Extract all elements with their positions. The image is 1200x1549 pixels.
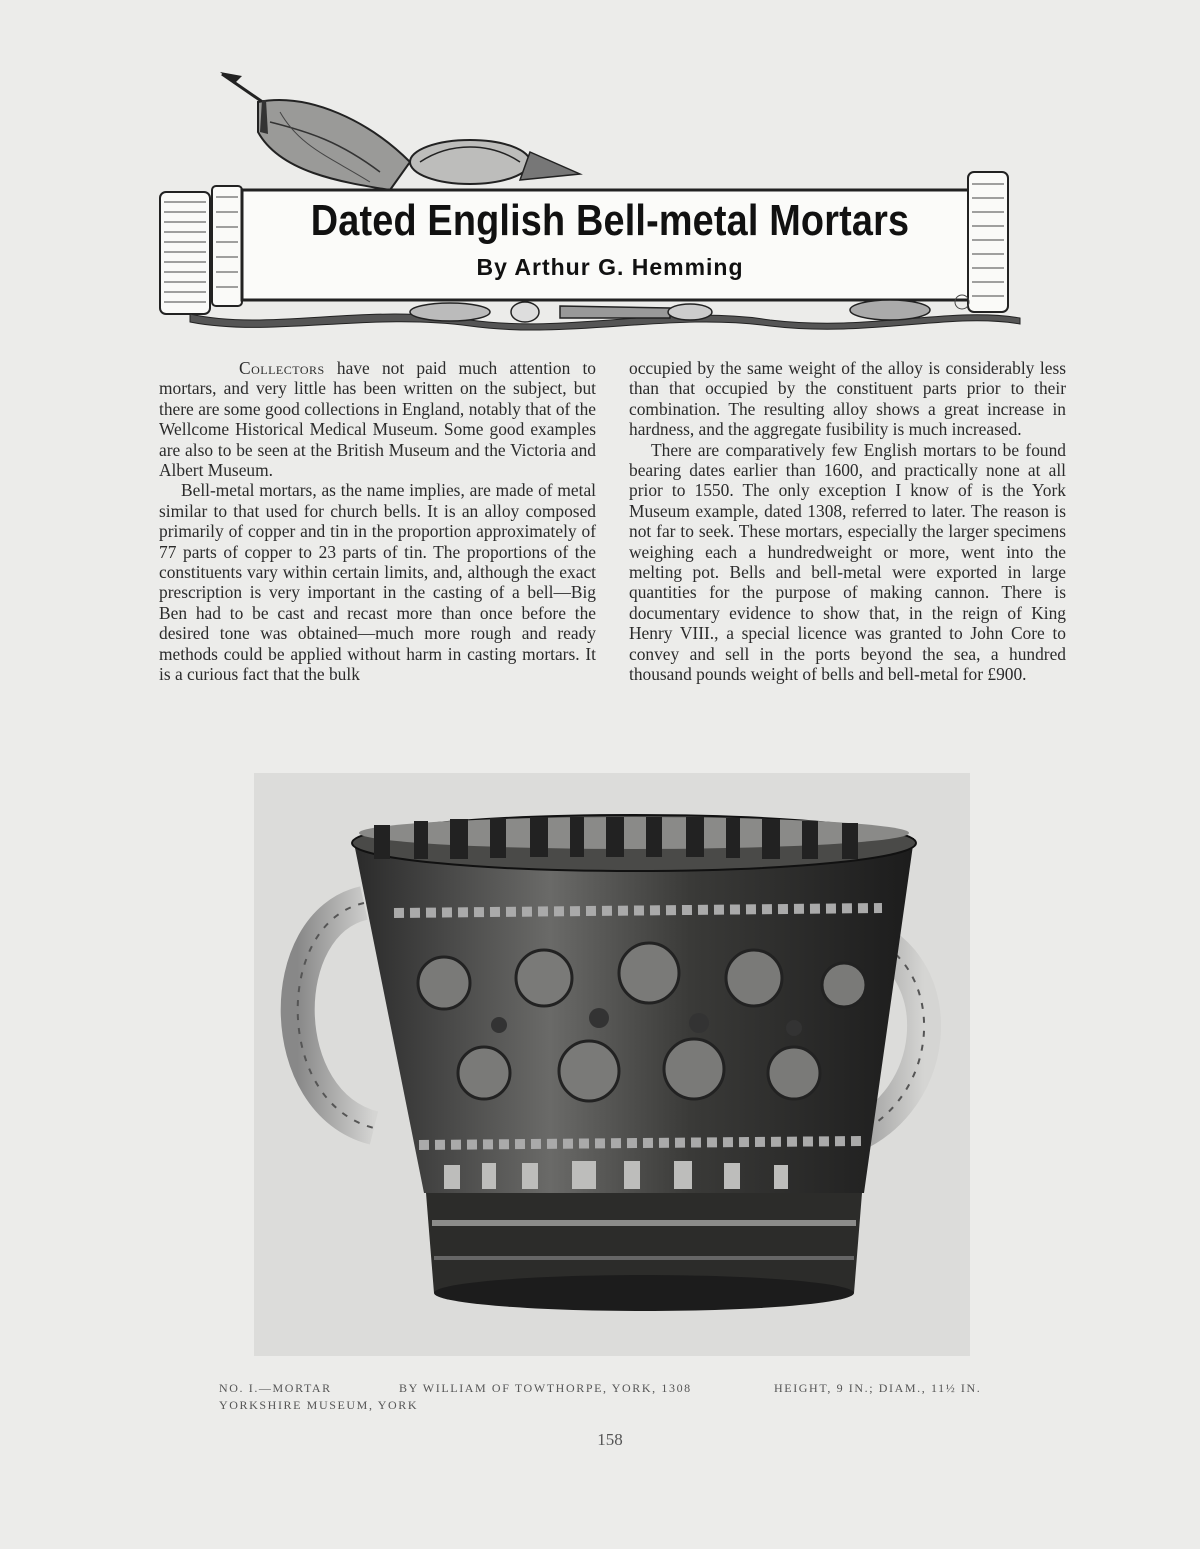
paragraph: There are comparatively few English mortars to be found bearing dates earlier than 1600, and practically none at all prior to 1550. The only exception I know of is the York Museum example, dated 1308, referred to later. The reason is not far to seek. These mortars, especially the larger specimens weighing each a hundredweight or more, went into the melting pot. Bells and bell-metal were exported in large quantities for the purpose of making cannon. There is documentary evidence to show that, in the reign of King Henry VIII., a special licence was granted to John Core to convey and sell in the ports beyond the sea, a hundred thousand pounds weight of bells and bell-metal for £900. <box>629 439 1066 685</box>
article-byline: By Arthur G. Hemming <box>476 254 744 280</box>
caption-maker: BY WILLIAM OF TOWTHORPE, YORK, 1308 <box>399 1381 692 1395</box>
drop-lead-word: Collectors <box>239 358 325 378</box>
figure-caption <box>219 1380 1039 1414</box>
caption-location: YORKSHIRE MUSEUM, YORK <box>219 1398 419 1412</box>
paragraph: occupied by the same weight of the alloy is considerably less than that occupied by the constituent parts prior to their combination. The resulting alloy shows a great increase in hardness, and the aggregate fusibility is much increased. <box>629 358 1066 440</box>
article-column-left <box>159 358 596 685</box>
paragraph: Bell-metal mortars, as the name implies, are made of metal similar to that used for church bells. It is an alloy composed primarily of copper and tin in the proportion approximately of 77 parts of copper to 23 parts of tin. The proportions of the constituents vary within certain limits, and, although the exact prescription is very important in the casting of a bell—Big Ben had to be cast and recast more than once before the desired tone was obtained—much more rough and ready methods could be applied without harm in casting mortars. It is a curious fact that the bulk <box>159 480 596 685</box>
caption-dimensions: HEIGHT, 9 IN.; DIAM., 11½ IN. <box>774 1381 982 1395</box>
paragraph <box>159 358 596 480</box>
article-title: Dated English Bell-metal Mortars <box>310 196 910 245</box>
article-column-right <box>629 358 1066 685</box>
paragraph-text: have not paid much attention to mortars, and very little has been written on the subject, but there are some good collections in England, notably that of the Wellcome Historical Medical Museum. Some good examples are also to be seen at the British Museum and the Victoria and Albert Museum. <box>159 358 596 481</box>
page-number: 158 <box>597 1430 623 1449</box>
caption-figure-number: NO. I.—MORTAR <box>219 1381 332 1395</box>
mortar-photograph <box>254 773 970 1356</box>
